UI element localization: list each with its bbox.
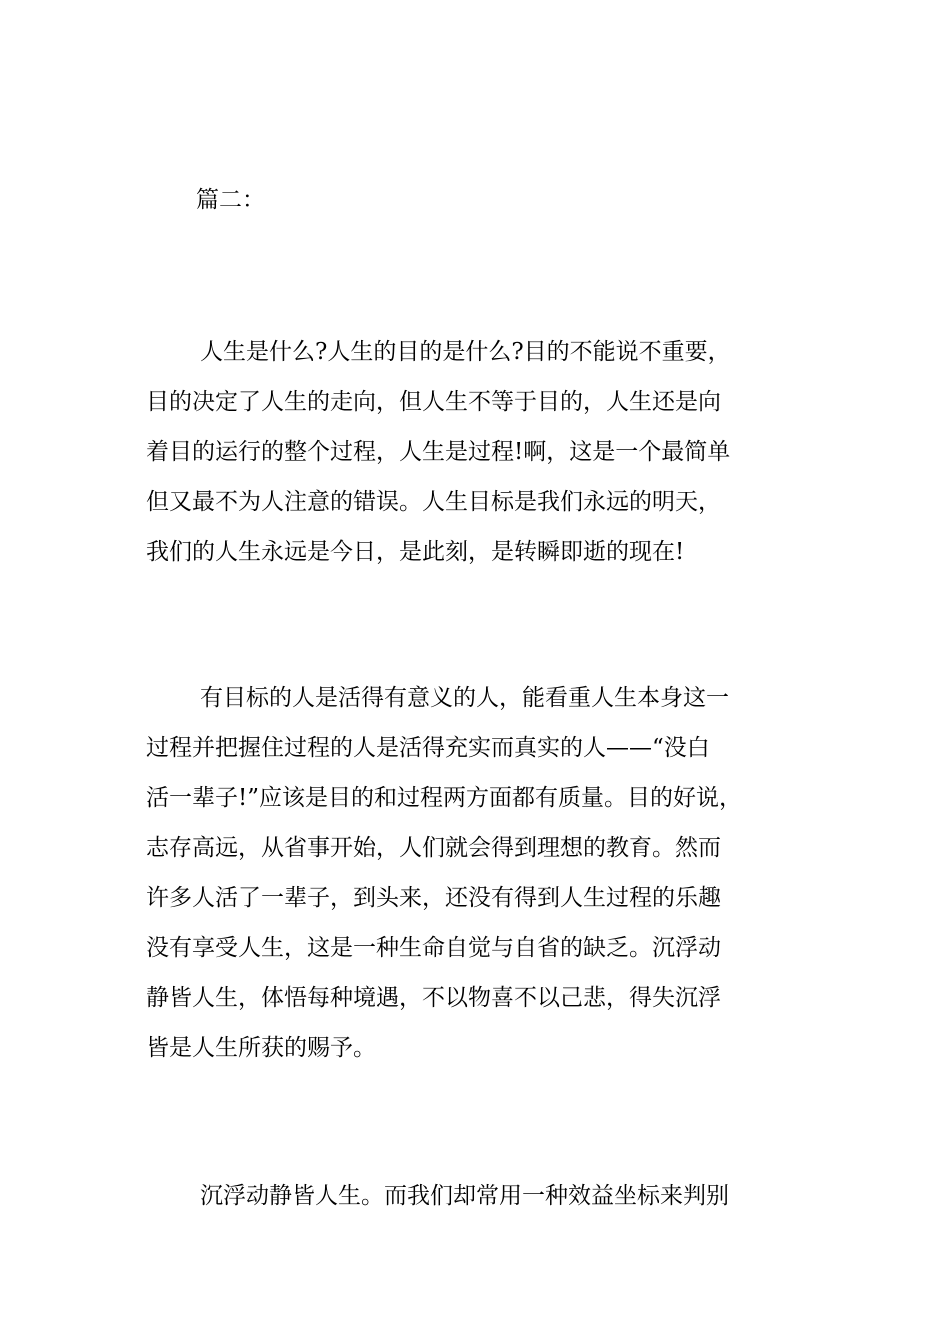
section-heading: 篇二： [196,187,265,213]
paragraph-line: 皆是人生所获的赐予。 [146,1035,376,1061]
paragraph-3 [146,1171,836,1221]
paragraph-line: 人生是什么?人生的目的是什么?目的不能说不重要， [200,339,731,365]
paragraph-line: 目的决定了人生的走向，但人生不等于目的，人生还是向 [146,389,721,415]
paragraph-1 [146,327,836,577]
paragraph-line: 过程并把握住过程的人是活得充实而真实的人——“没白 [146,735,710,761]
paragraph-line: 沉浮动静皆人生。而我们却常用一种效益坐标来判别 [200,1183,729,1209]
paragraph-line: 着目的运行的整个过程，人生是过程!啊，这是一个最简单 [146,439,731,465]
paragraph-line: 活一辈子!”应该是目的和过程两方面都有质量。目的好说， [146,785,743,811]
paragraph-line: 志存高远，从省事开始，人们就会得到理想的教育。然而 [146,835,721,861]
paragraph-line: 静皆人生，体悟每种境遇，不以物喜不以己悲，得失沉浮 [146,985,721,1011]
paragraph-line: 许多人活了一辈子，到头来，还没有得到人生过程的乐趣 [146,885,721,911]
paragraph-line: 有目标的人是活得有意义的人，能看重人生本身这一 [200,685,729,711]
paragraph-line: 我们的人生永远是今日，是此刻，是转瞬即逝的现在! [146,539,685,565]
paragraph-2 [146,673,836,1073]
paragraph-line: 没有享受人生，这是一种生命自觉与自省的缺乏。沉浮动 [146,935,721,961]
paragraph-line: 但又最不为人注意的错误。人生目标是我们永远的明天， [146,489,721,515]
